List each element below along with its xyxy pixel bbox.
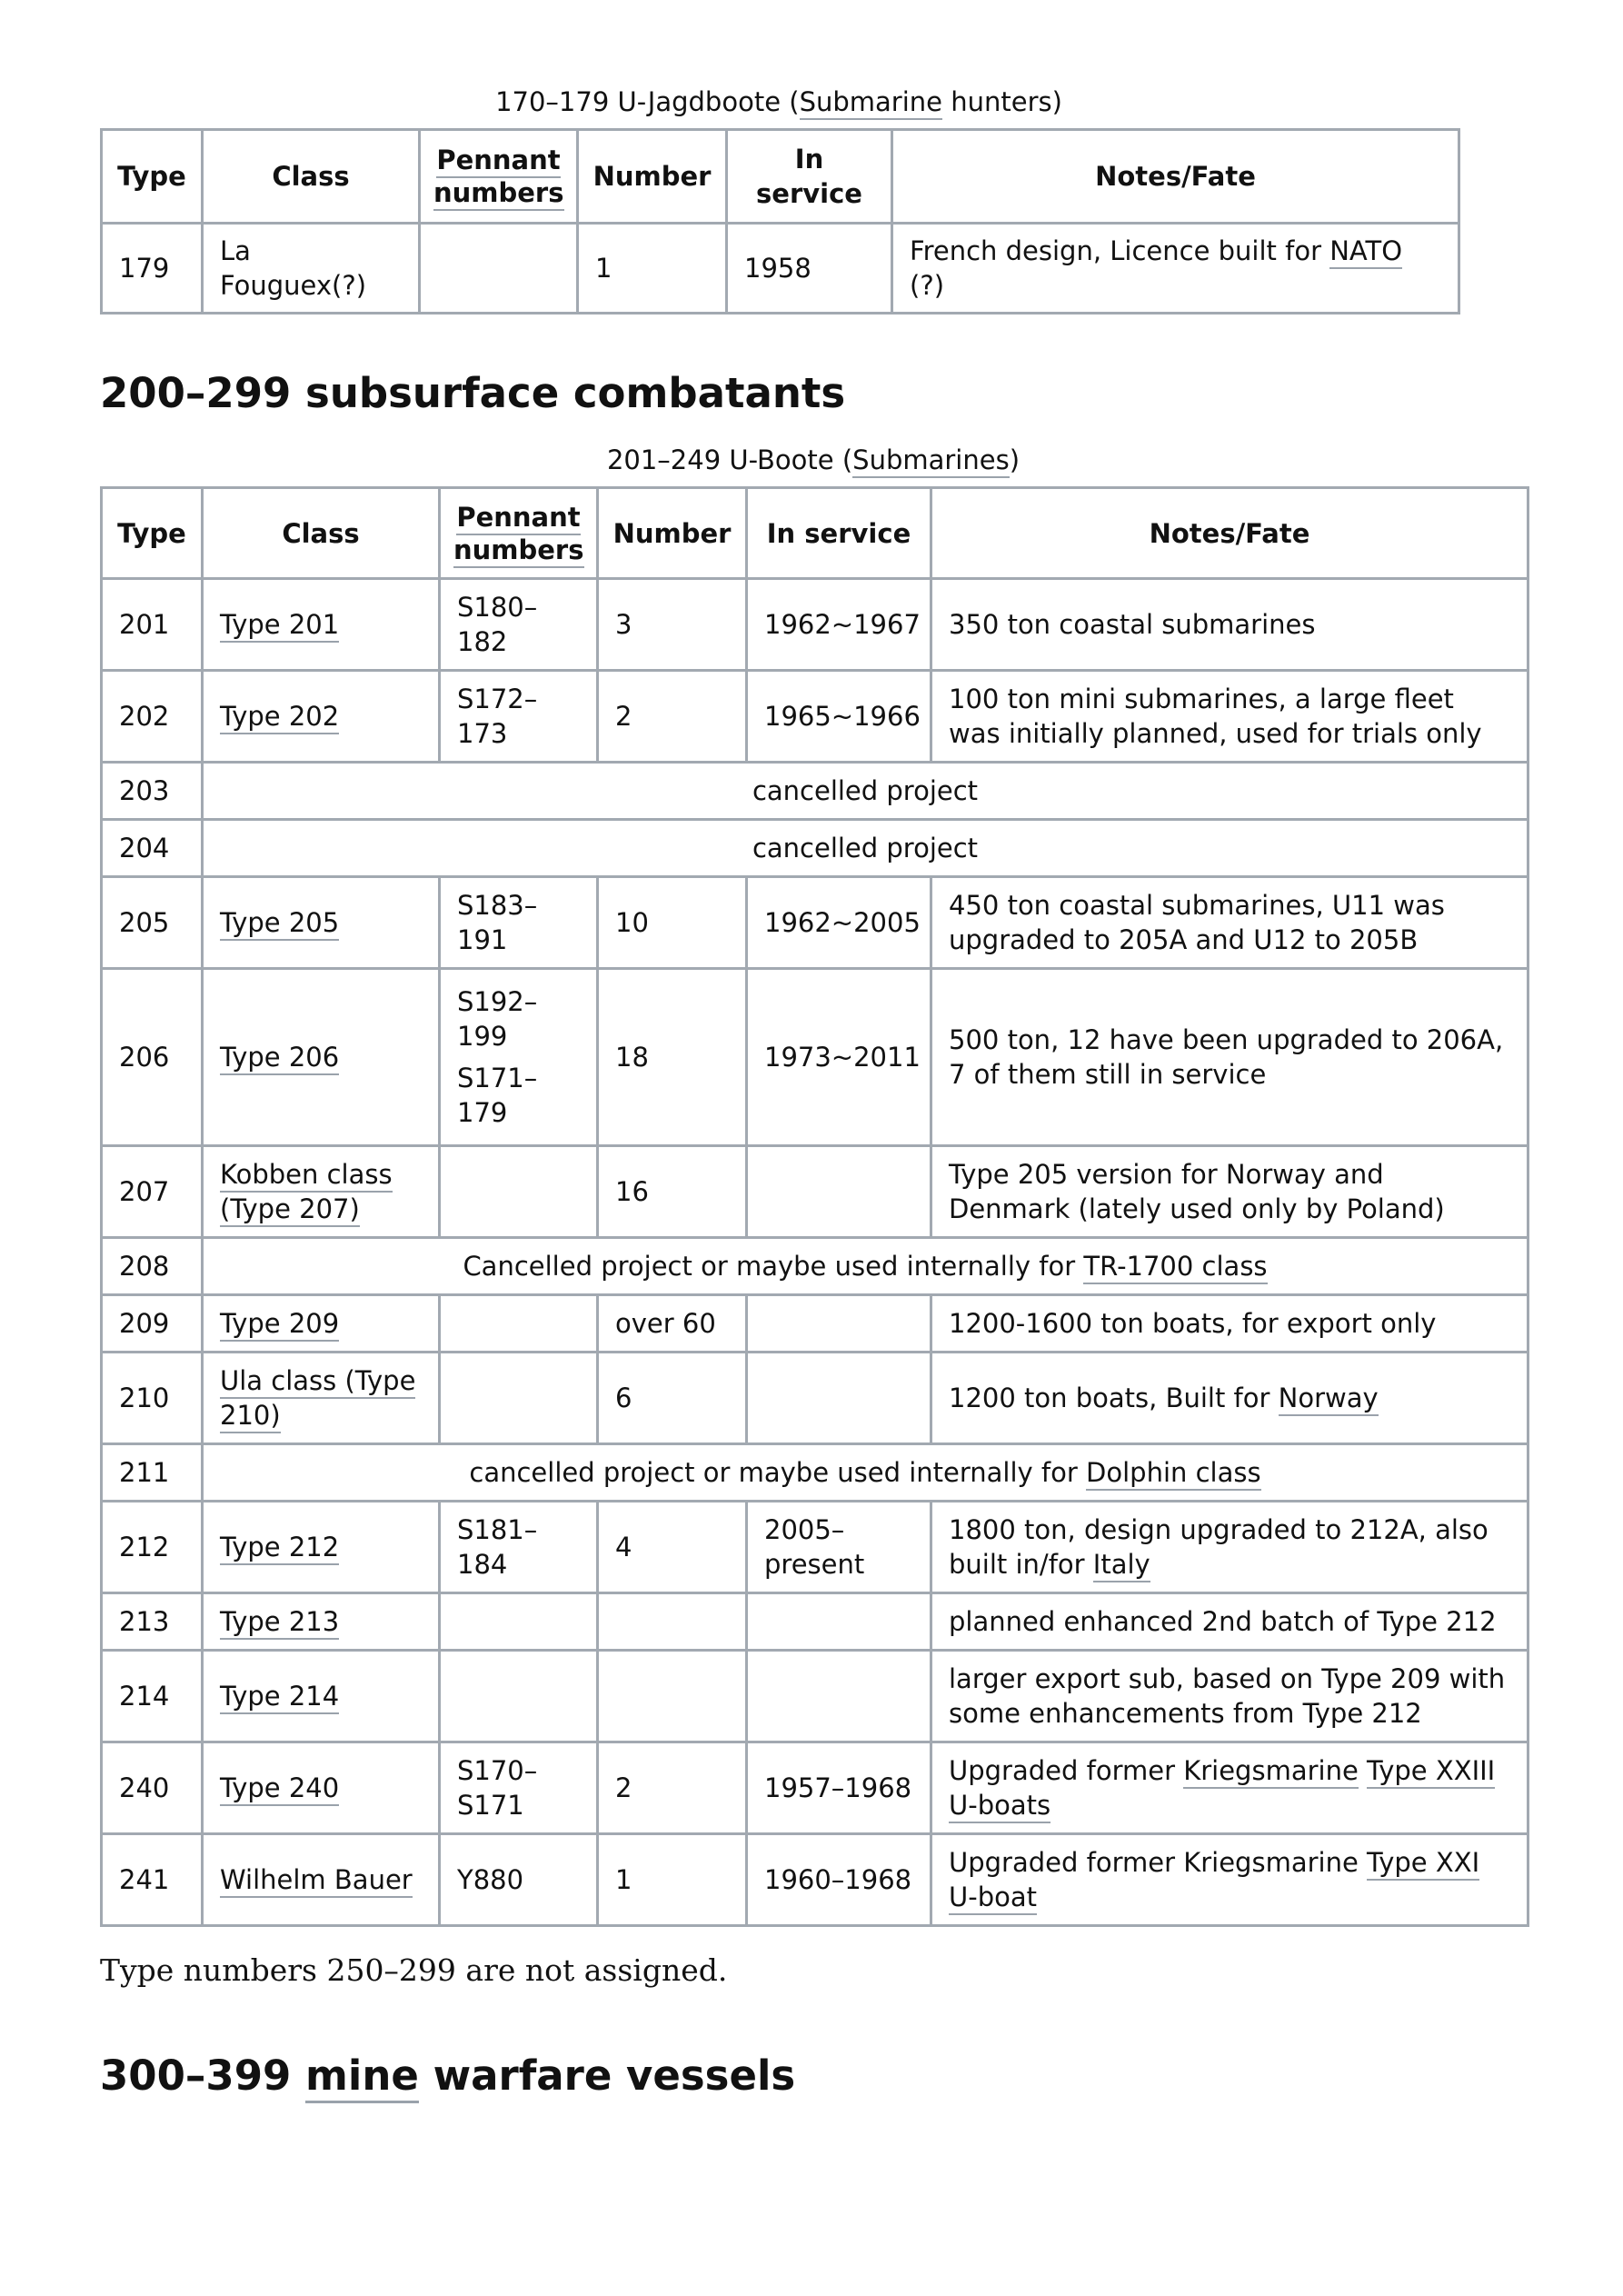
section-heading-subsurface: 200–299 subsurface combatants: [100, 369, 846, 417]
table-row: [102, 224, 1459, 314]
norway-link[interactable]: Norway: [1279, 1383, 1379, 1416]
header-class: Class: [203, 488, 440, 579]
cell-type: 206: [102, 969, 203, 1146]
cell-notes: 350 ton coastal submarines: [931, 579, 1528, 671]
table-row: [102, 1444, 1528, 1502]
cell-type: 204: [102, 820, 203, 877]
cell-in-service: 1962~2005: [747, 877, 931, 969]
table-row: [102, 1502, 1528, 1593]
cell-in-service: 1962~1967: [747, 579, 931, 671]
cell-merged: Cancelled project or maybe used internally for TR-1700 class: [203, 1238, 1528, 1295]
table-row: [102, 1593, 1528, 1651]
cell-class: [203, 1593, 440, 1651]
cell-number: [598, 1593, 747, 1651]
table-row: [102, 1834, 1528, 1926]
cell-pennant: Y880: [440, 1834, 598, 1926]
cell-pennant: [440, 1295, 598, 1353]
cell-class: [203, 1742, 440, 1834]
header-in-service: In service: [727, 130, 892, 224]
cell-in-service: [747, 1353, 931, 1444]
cell-class: [203, 1502, 440, 1593]
cell-type: 212: [102, 1502, 203, 1593]
cell-in-service: 1958: [727, 224, 892, 314]
cell-in-service: 2005–present: [747, 1502, 931, 1593]
table1-header-row: [102, 130, 1459, 224]
type-205-link[interactable]: Type 205: [220, 907, 339, 941]
cell-merged: cancelled project: [203, 763, 1528, 820]
cell-pennant: S180–182: [440, 579, 598, 671]
dolphin-class-link[interactable]: Dolphin class: [1086, 1457, 1261, 1491]
cell-pennant: S181–184: [440, 1502, 598, 1593]
submarines-link[interactable]: Submarines: [852, 444, 1010, 478]
table2-caption: 201–249 U-Boote (Submarines): [100, 444, 1527, 475]
type-xxiii-link[interactable]: Type XXIII U-boats: [949, 1755, 1495, 1823]
cell-number: [598, 1651, 747, 1742]
table1: [100, 128, 1460, 314]
cell-type: 207: [102, 1146, 203, 1238]
header-pennant-numbers[interactable]: Pennant numbers: [420, 130, 578, 224]
cell-in-service: 1957–1968: [747, 1742, 931, 1834]
cell-number: 2: [598, 1742, 747, 1834]
type-209-link[interactable]: Type 209: [220, 1308, 339, 1342]
cell-type: 213: [102, 1593, 203, 1651]
cell-number: 4: [598, 1502, 747, 1593]
cell-notes: Upgraded former Kriegsmarine Type XXI U-boat: [931, 1834, 1528, 1926]
cell-class: [203, 1651, 440, 1742]
type-212-link[interactable]: Type 212: [220, 1532, 339, 1565]
header-number: Number: [598, 488, 747, 579]
type-202-link[interactable]: Type 202: [220, 701, 339, 734]
cell-in-service: 1960–1968: [747, 1834, 931, 1926]
cell-class: [203, 1295, 440, 1353]
cell-notes: 1200-1600 ton boats, for export only: [931, 1295, 1528, 1353]
italy-link[interactable]: Italy: [1093, 1549, 1150, 1582]
cell-pennant: [440, 1146, 598, 1238]
mine-link[interactable]: mine: [305, 2051, 419, 2103]
cell-in-service: [747, 1651, 931, 1742]
wilhelm-bauer-link[interactable]: Wilhelm Bauer: [220, 1864, 413, 1898]
type-240-link[interactable]: Type 240: [220, 1772, 339, 1806]
type-xxi-link[interactable]: Type XXI U-boat: [949, 1847, 1479, 1915]
cell-in-service: 1973~2011: [747, 969, 931, 1146]
cell-class: [203, 579, 440, 671]
cell-pennant: [440, 1353, 598, 1444]
cell-notes: 500 ton, 12 have been upgraded to 206A, 7 of them still in service: [931, 969, 1528, 1146]
table-row: [102, 763, 1528, 820]
type-213-link[interactable]: Type 213: [220, 1606, 339, 1640]
cell-type: 240: [102, 1742, 203, 1834]
cell-class: [203, 1834, 440, 1926]
cell-pennant: [440, 1651, 598, 1742]
cell-in-service: [747, 1295, 931, 1353]
table-row: [102, 1238, 1528, 1295]
cell-merged: cancelled project or maybe used internally for Dolphin class: [203, 1444, 1528, 1502]
cell-type: 209: [102, 1295, 203, 1353]
cell-number: 10: [598, 877, 747, 969]
cell-number: over 60: [598, 1295, 747, 1353]
section-heading-mine-warfare: 300–399 mine warfare vessels: [100, 2051, 1536, 2100]
cell-type: 203: [102, 763, 203, 820]
cell-number: 3: [598, 579, 747, 671]
cell-in-service: [747, 1146, 931, 1238]
header-in-service: In service: [747, 488, 931, 579]
header-number: Number: [578, 130, 727, 224]
table-row: [102, 579, 1528, 671]
type-214-link[interactable]: Type 214: [220, 1681, 339, 1714]
table-row: [102, 671, 1528, 763]
table-row: [102, 969, 1528, 1146]
cell-merged: cancelled project: [203, 820, 1528, 877]
table-row: [102, 1353, 1528, 1444]
table1-block: [100, 86, 1458, 314]
cell-class: La Fouguex(?): [203, 224, 420, 314]
cell-type: 179: [102, 224, 203, 314]
cell-notes: planned enhanced 2nd batch of Type 212: [931, 1593, 1528, 1651]
cell-pennant: [420, 224, 578, 314]
ula-class-link[interactable]: Ula class (Type 210): [220, 1365, 415, 1433]
cell-number: 1: [598, 1834, 747, 1926]
cell-notes: French design, Licence built for NATO (?): [892, 224, 1459, 314]
nato-link[interactable]: NATO: [1329, 235, 1402, 269]
cell-type: 241: [102, 1834, 203, 1926]
table-row: [102, 1146, 1528, 1238]
table-row: [102, 877, 1528, 969]
table-row: [102, 820, 1528, 877]
kriegsmarine-link[interactable]: Kriegsmarine: [1183, 1755, 1359, 1789]
table2-block: [100, 444, 1527, 1927]
cell-type: 205: [102, 877, 203, 969]
type-206-link[interactable]: Type 206: [220, 1042, 339, 1075]
cell-type: 214: [102, 1651, 203, 1742]
cell-number: 6: [598, 1353, 747, 1444]
cell-pennant: S172–173: [440, 671, 598, 763]
table-row: [102, 1295, 1528, 1353]
cell-type: 201: [102, 579, 203, 671]
cell-number: 18: [598, 969, 747, 1146]
cell-type: 211: [102, 1444, 203, 1502]
cell-type: 210: [102, 1353, 203, 1444]
cell-notes: larger export sub, based on Type 209 with some enhancements from Type 212: [931, 1651, 1528, 1742]
cell-class: [203, 877, 440, 969]
cell-class: [203, 1353, 440, 1444]
cell-type: 202: [102, 671, 203, 763]
header-notes: Notes/Fate: [892, 130, 1459, 224]
cell-pennant: [440, 1593, 598, 1651]
cell-number: 16: [598, 1146, 747, 1238]
cell-number: 1: [578, 224, 727, 314]
cell-pennant: S183–191: [440, 877, 598, 969]
table2-header-row: [102, 488, 1528, 579]
header-type: Type: [102, 488, 203, 579]
cell-class: [203, 671, 440, 763]
cell-notes: Type 205 version for Norway and Denmark (lately used only by Poland): [931, 1146, 1528, 1238]
cell-notes: 1800 ton, design upgraded to 212A, also built in/for Italy: [931, 1502, 1528, 1593]
cell-number: 2: [598, 671, 747, 763]
header-type: Type: [102, 130, 203, 224]
type-201-link[interactable]: Type 201: [220, 609, 339, 643]
table-row: [102, 1742, 1528, 1834]
cell-notes: 1200 ton boats, Built for Norway: [931, 1353, 1528, 1444]
cell-in-service: [747, 1593, 931, 1651]
cell-pennant: S192–199 S171–179: [440, 969, 598, 1146]
cell-notes: 450 ton coastal submarines, U11 was upgraded to 205A and U12 to 205B: [931, 877, 1528, 969]
cell-type: 208: [102, 1238, 203, 1295]
page-content: [100, 86, 1536, 2100]
cell-notes: Upgraded former Kriegsmarine Type XXIII U-boats: [931, 1742, 1528, 1834]
table2: [100, 486, 1529, 1927]
table-row: [102, 1651, 1528, 1742]
kobben-class-link[interactable]: Kobben class (Type 207): [220, 1159, 393, 1227]
tr-1700-class-link[interactable]: TR-1700 class: [1083, 1251, 1267, 1284]
header-class: Class: [203, 130, 420, 224]
submarine-link[interactable]: Submarine: [800, 86, 942, 120]
cell-pennant: S170–S171: [440, 1742, 598, 1834]
table1-caption: 170–179 U-Jagdboote (Submarine hunters): [100, 86, 1458, 117]
header-pennant-numbers[interactable]: Pennant numbers: [440, 488, 598, 579]
header-notes: Notes/Fate: [931, 488, 1528, 579]
cell-in-service: 1965~1966: [747, 671, 931, 763]
type-numbers-note: Type numbers 250–299 are not assigned.: [100, 1952, 728, 1988]
cell-class: [203, 969, 440, 1146]
cell-class: [203, 1146, 440, 1238]
cell-notes: 100 ton mini submarines, a large fleet was initially planned, used for trials only: [931, 671, 1528, 763]
